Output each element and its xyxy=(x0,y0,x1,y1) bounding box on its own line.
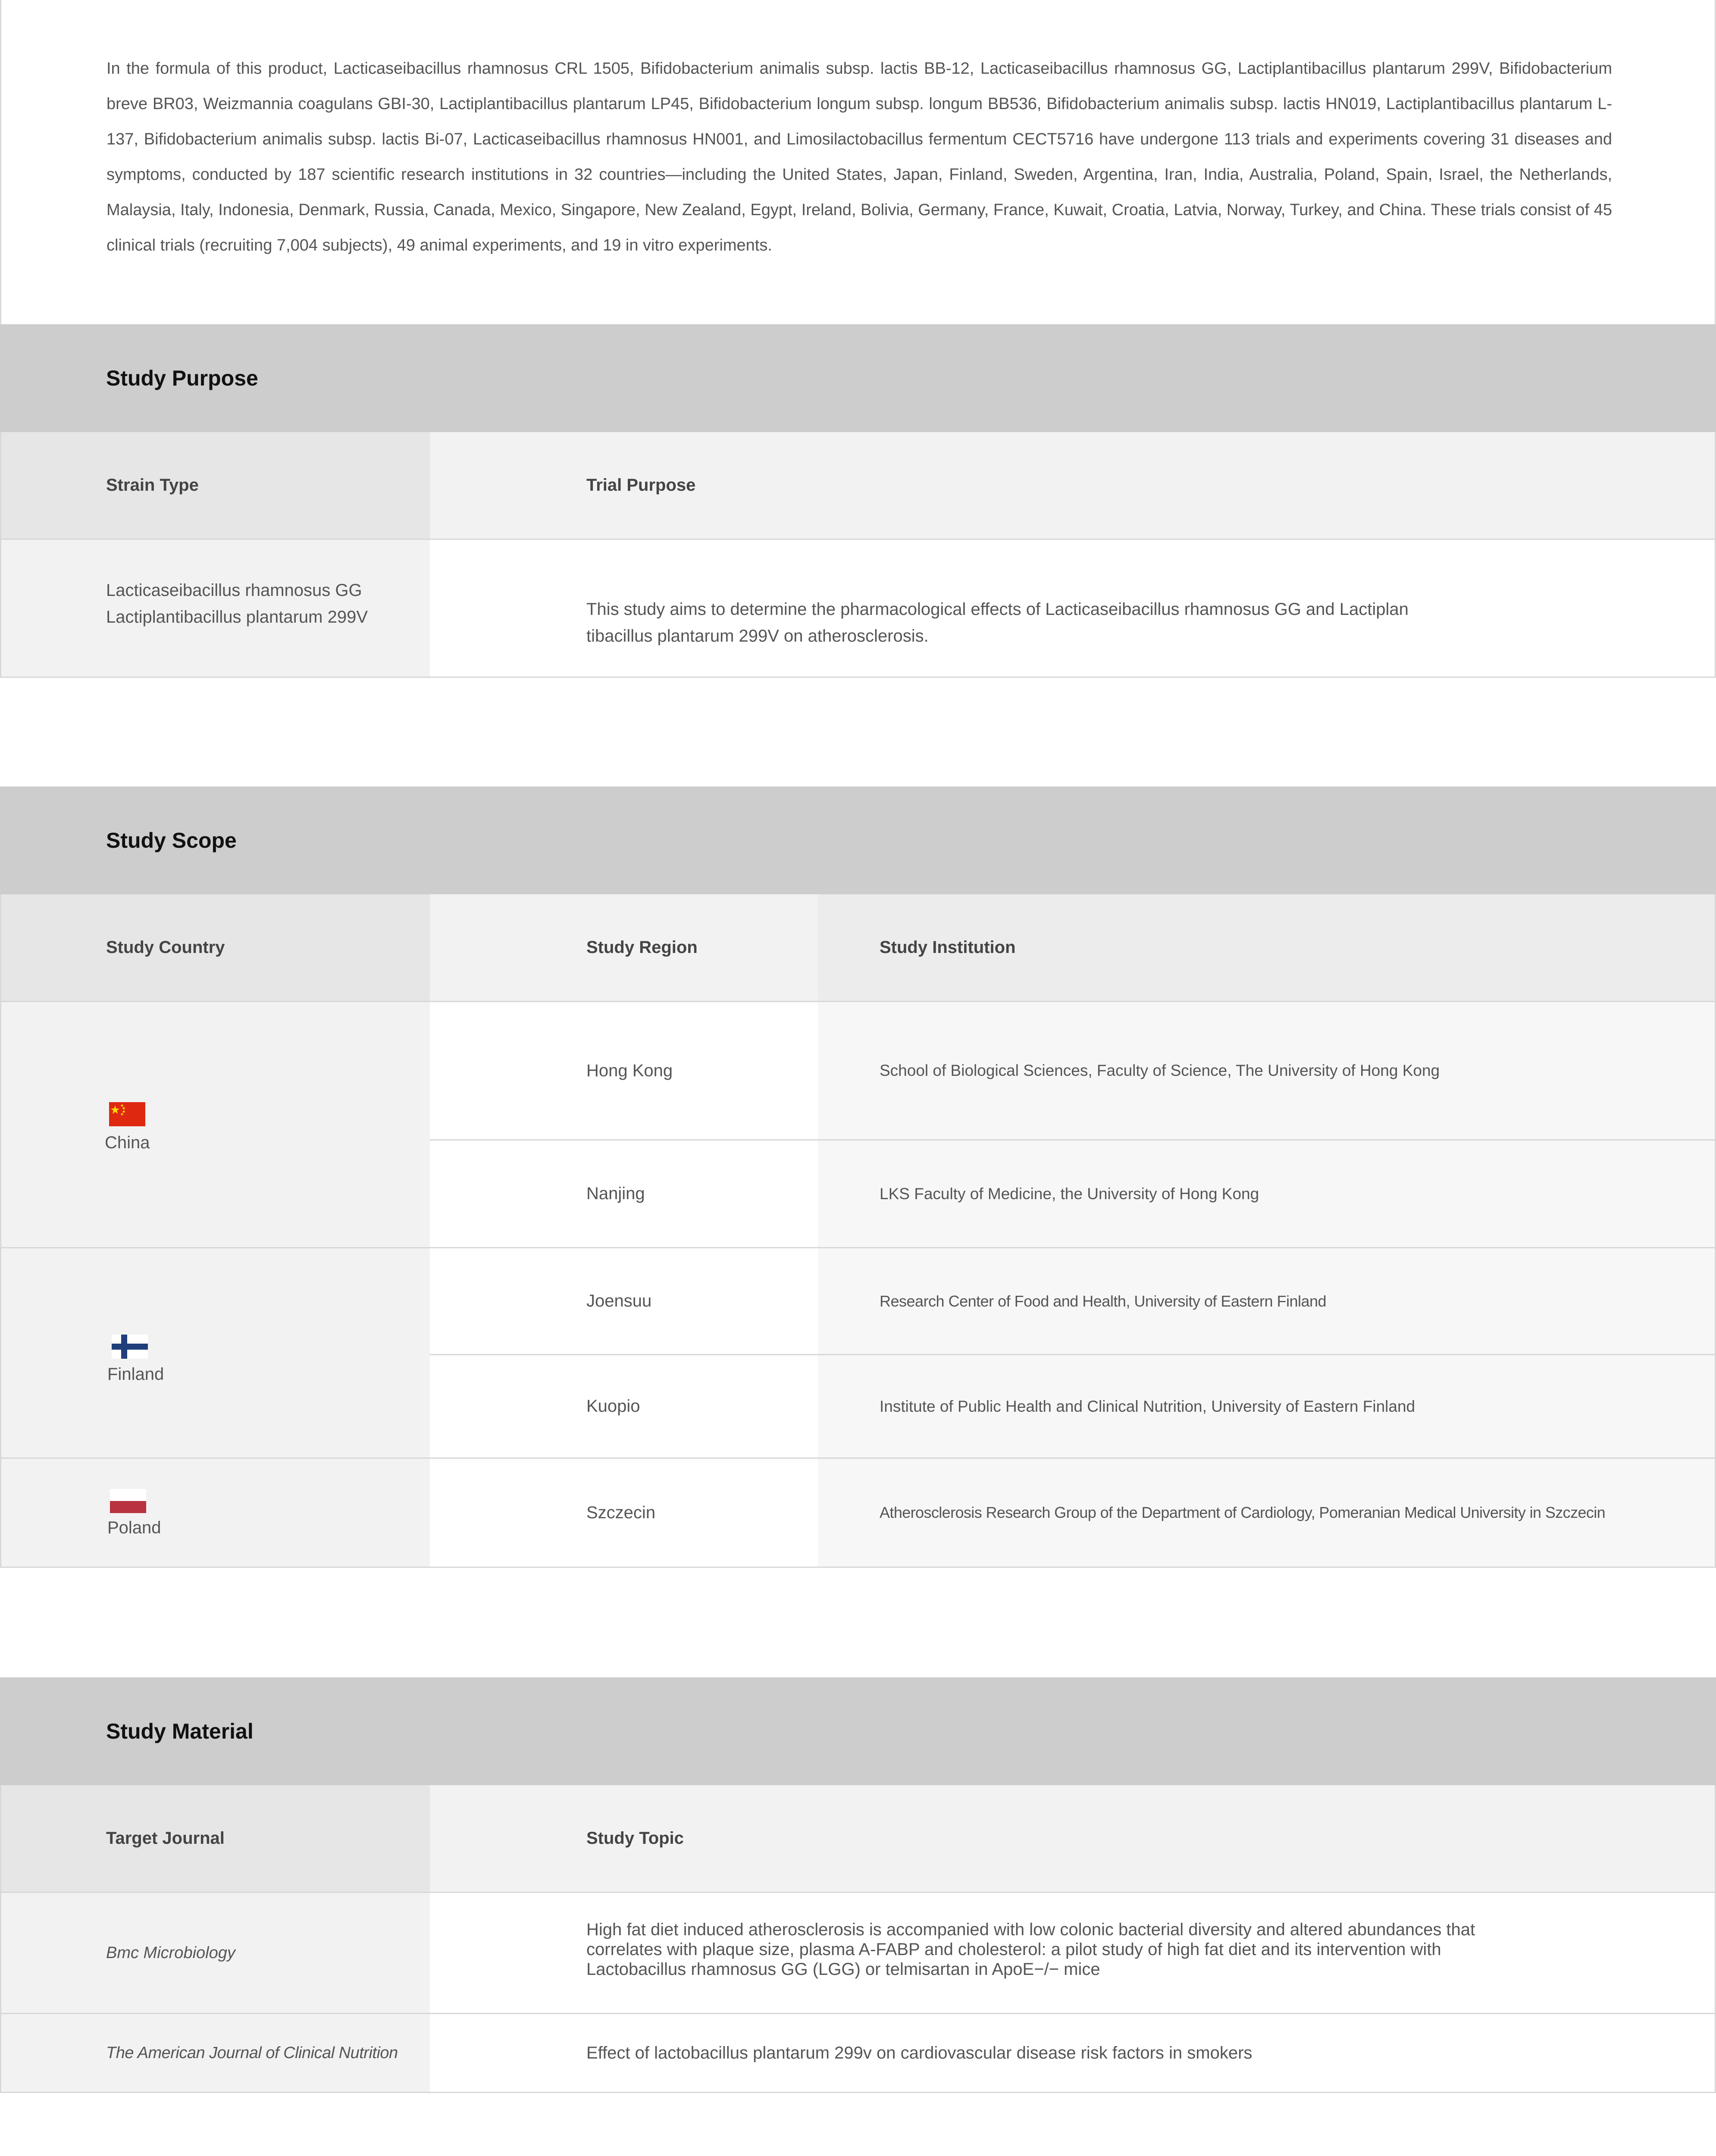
institution-cell: LKS Faculty of Medicine, the University of Hong Kong xyxy=(818,1141,1715,1248)
col-header-study-country: Study Country xyxy=(1,894,430,1002)
study-purpose-header xyxy=(0,324,1716,432)
region-cell: Joensuu xyxy=(430,1248,818,1355)
journal-cell: The American Journal of Clinical Nutrition xyxy=(1,2014,430,2092)
country-cell-china xyxy=(1,1002,430,1248)
finland-flag-icon xyxy=(112,1335,148,1359)
col-header-strain-type: Strain Type xyxy=(1,432,430,540)
country-cell-finland xyxy=(1,1248,430,1459)
country-cell-poland xyxy=(1,1459,430,1567)
institution-cell: Research Center of Food and Health, University of Eastern Finland xyxy=(818,1248,1715,1355)
col-header-study-topic: Study Topic xyxy=(430,1785,1715,1893)
study-scope-header xyxy=(0,787,1716,894)
purpose-line: This study aims to determine the pharmacological effects of Lacticaseibacillus rhamnosus GG and Lactiplan xyxy=(586,600,1409,619)
country-name: Finland xyxy=(107,1365,164,1384)
topic-cell: Effect of lactobacillus plantarum 299v on cardiovascular disease risk factors in smokers xyxy=(430,2014,1715,2092)
intro-block xyxy=(0,0,1716,324)
section-title: Study Material xyxy=(106,1719,254,1743)
strain-type-cell xyxy=(1,540,430,677)
country-name: China xyxy=(105,1133,150,1152)
trial-purpose-cell xyxy=(430,540,1715,677)
topic-line: correlates with plaque size, plasma A-FABP and cholesterol: a pilot study of high fat diet and its intervention with xyxy=(586,1940,1441,1959)
section-title: Study Purpose xyxy=(106,366,258,390)
section-title: Study Scope xyxy=(106,828,237,852)
journal-cell: Bmc Microbiology xyxy=(1,1893,430,2014)
study-purpose-table xyxy=(0,432,1716,678)
strain-line: Lactiplantibacillus plantarum 299V xyxy=(106,608,368,627)
institution-cell: Atherosclerosis Research Group of the Department of Cardiology, Pomeranian Medical University in Szczecin xyxy=(818,1459,1715,1567)
country-name: Poland xyxy=(107,1518,161,1537)
topic-line: High fat diet induced atherosclerosis is accompanied with low colonic bacterial diversity and altered abundances that xyxy=(586,1920,1475,1939)
region-cell: Kuopio xyxy=(430,1355,818,1459)
col-header-trial-purpose: Trial Purpose xyxy=(430,432,1715,540)
intro-text: In the formula of this product, Lacticaseibacillus rhamnosus CRL 1505, Bifidobacterium animalis subsp. lactis BB-12, Lacticaseibacillus rhamnosus GG, Lactiplantibacillus plantarum 299V, Bifidobacterium breve BR03, Weizmannia coagulans GBI-30, Lactiplantibacillus plantarum LP45, Bifidobacterium longum subsp. longum BB536, Bifidobacterium animalis subsp. lactis HN019, Lactiplantibacillus plantarum L-137, Bifidobacterium animalis subsp. lactis Bi-07, Lacticaseibacillus rhamnosus HN001, and Limosilactobacillus fermentum CECT5716 have undergone 113 trials and experiments covering 31 diseases and symptoms, conducted by 187 scientific research institutions in 32 countries—including the United States, Japan, Finland, Sweden, Argentina, Iran, India, Australia, Poland, Spain, Israel, the Netherlands, Malaysia, Italy, Indonesia, Denmark, Russia, Canada, Mexico, Singapore, New Zealand, Egypt, Ireland, Bolivia, Germany, France, Kuwait, Croatia, Latvia, Norway, Turkey, and China. These trials consist of 45 clinical trials (recruiting 7,004 subjects), 49 animal experiments, and 19 in vitro experiments. xyxy=(106,60,1612,254)
institution-cell: School of Biological Sciences, Faculty of Science, The University of Hong Kong xyxy=(818,1002,1715,1141)
topic-line: Lactobacillus rhamnosus GG (LGG) or telmisartan in ApoE−/− mice xyxy=(586,1960,1100,1979)
study-scope-table xyxy=(0,894,1716,1568)
col-header-target-journal: Target Journal xyxy=(1,1785,430,1893)
study-material-table xyxy=(0,1785,1716,2093)
poland-flag-icon xyxy=(110,1489,146,1513)
purpose-line: tibacillus plantarum 299V on atherosclerosis. xyxy=(586,627,929,646)
region-cell: Nanjing xyxy=(430,1141,818,1248)
region-cell: Szczecin xyxy=(430,1459,818,1567)
topic-cell xyxy=(430,1893,1715,2014)
col-header-study-institution: Study Institution xyxy=(818,894,1715,1002)
study-material-header xyxy=(0,1677,1716,1785)
col-header-study-region: Study Region xyxy=(430,894,818,1002)
region-cell: Hong Kong xyxy=(430,1002,818,1141)
institution-cell: Institute of Public Health and Clinical Nutrition, University of Eastern Finland xyxy=(818,1355,1715,1459)
strain-line: Lacticaseibacillus rhamnosus GG xyxy=(106,581,362,600)
china-flag-icon xyxy=(109,1102,145,1126)
